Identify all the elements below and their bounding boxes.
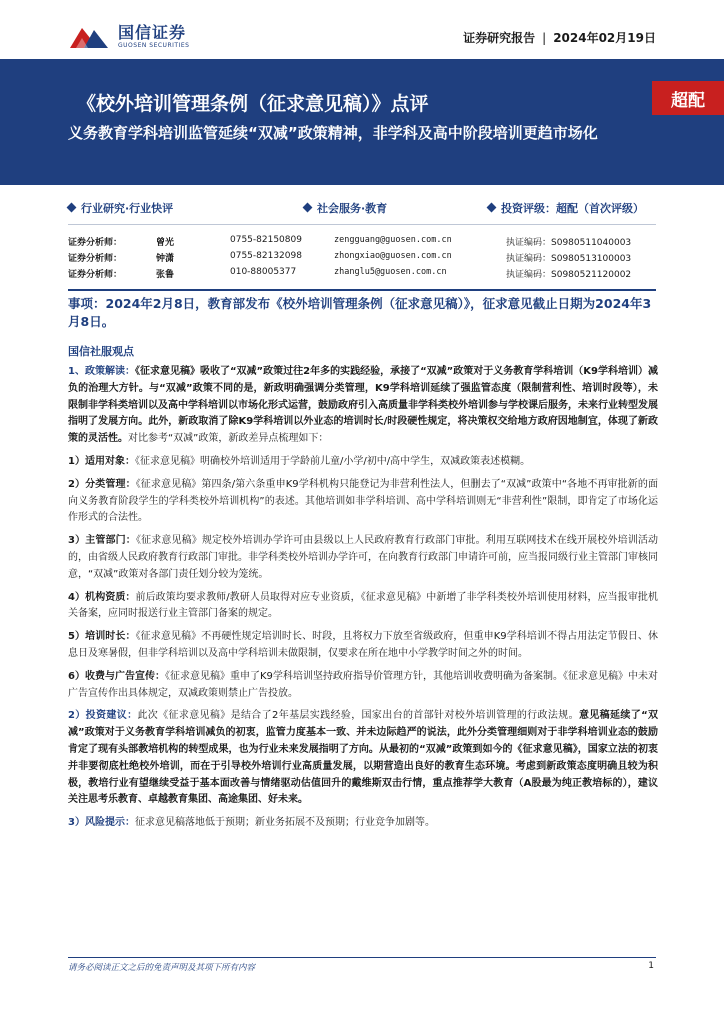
rating-badge: 超配 bbox=[652, 81, 724, 115]
analyst-cert: 执证编码：S0980521120002 bbox=[506, 270, 632, 280]
paragraph-policy-interpretation bbox=[68, 364, 658, 448]
analyst-row bbox=[68, 235, 658, 251]
analyst-phone: 0755-82150809 bbox=[230, 235, 302, 245]
paragraph-label: 1、政策解读： bbox=[68, 366, 135, 377]
tag-rating-label: 投资评级：超配（首次评级） bbox=[501, 202, 644, 215]
report-tags bbox=[68, 200, 668, 216]
tag-divider bbox=[68, 224, 656, 225]
analyst-email[interactable]: zengguang@guosen.com.cn bbox=[334, 235, 452, 245]
paragraph-text: 《征求意见稿》重申了K9学科培训坚持政府指导价管理方针，其他培训收费明确为备案制。《征求意见稿》中未对广告宣传作出具体规定，双减政策则禁止广告投放。 bbox=[68, 670, 658, 699]
paragraph-authority bbox=[68, 533, 658, 583]
analyst-name: 张鲁 bbox=[156, 270, 175, 280]
event-summary: 事项：2024年2月8日，教育部发布《校外培训管理条例（征求意见稿）》，征求意见截止日期为2024年3月8日。 bbox=[68, 296, 652, 329]
report-meta bbox=[463, 29, 656, 46]
paragraph-bold-text: 意见稿延续了“双减”政策对于义务教育学科培训减负的初衷，监管力度基本一致、并未边际趋严的说法，此外分类管理细则对于非学科培训业态的鼓励肯定了现有头部教培机构的转型成果，也为行业未来发展指明了方向。从最初的“双减”政策到如今的《征求意见稿》，国家立法的初衷并非要彻底杜绝校外培训，而在于引导校外培训行业高质量发展，以期营造出良好的教育生态环境。考虑到新政策态度明确且较为积极，教培行业有望继续受益于基本面改善与情绪驱动估值回升的戴维斯双击行情，重点推荐学大教育（A股最为纯正教培标的），建议关注思考乐教育、卓越教育集团、高途集团、好未来。 bbox=[68, 710, 658, 806]
section-divider bbox=[68, 289, 656, 291]
paragraph-investment-advice bbox=[68, 708, 658, 809]
paragraph-text: 对比参考“双减”政策，新政差异点梳理如下： bbox=[128, 433, 329, 445]
section-heading: 国信社服观点 bbox=[68, 345, 134, 358]
paragraph-label: 5）培训时长： bbox=[68, 631, 136, 643]
paragraph-text: 征求意见稿落地低于预期；新业务拓展不及预期；行业竞争加剧等。 bbox=[134, 817, 435, 829]
meta-separator: | bbox=[542, 31, 547, 45]
analyst-cert: 执证编码：S0980511040003 bbox=[506, 238, 632, 248]
guosen-logo-icon bbox=[66, 22, 112, 52]
diamond-icon bbox=[487, 203, 497, 213]
report-type: 证券研究报告 bbox=[463, 31, 536, 45]
paragraph-label: 2）分类管理： bbox=[68, 478, 136, 490]
analyst-name: 曾光 bbox=[156, 238, 175, 248]
analyst-phone: 0755-82132098 bbox=[230, 251, 302, 261]
tag-sector bbox=[304, 200, 387, 216]
report-title: 《校外培训管理条例（征求意见稿）》点评 bbox=[77, 93, 429, 115]
paragraph-label: 3）风险提示： bbox=[68, 817, 135, 829]
analyst-role: 证券分析师： bbox=[68, 270, 123, 280]
paragraph-bold-text: 《征求意见稿》吸收了“双减”政策过往2年多的实践经验，承接了“双减”政策对于义务教育学科培训（K9学科培训）减负的治理大方针。与“双减”政策不同的是，新政明确强调分类管理，K9学科培训延续了强监管态度（限制营利性、培训时段等），未限制非学科类培训以及高中学科培训以市场化形式运营，鼓励政府引入高质量非学科类校外培训参与学校课后服务，未来行业转型发展指明了发展方向。此外，新政取消了除K9学科培训以外业态的培训时长/时段硬性规定，将决策权交给地方政府因地制宜，体现了新政策的灵活性。 bbox=[68, 366, 658, 445]
report-date: 2024年02月19日 bbox=[553, 31, 656, 45]
analyst-role: 证券分析师： bbox=[68, 254, 123, 264]
analyst-email[interactable]: zhongxiao@guosen.com.cn bbox=[334, 251, 452, 261]
diamond-icon bbox=[67, 203, 77, 213]
paragraph-text: 《征求意见稿》第四条/第六条重申K9学科机构只能登记为非营利性法人，但删去了“双减”政策中“各地不再审批新的面向义务教育阶段学生的学科类校外培训机构”的表述。其他培训如非学科培训、高中学科培训则无“非营利性”限制，即肯定了市场化运作形式的合法性。 bbox=[68, 478, 658, 524]
analyst-role: 证券分析师： bbox=[68, 238, 123, 248]
paragraph-label: 4）机构资质： bbox=[68, 591, 136, 603]
page-number: 1 bbox=[648, 961, 654, 971]
paragraph-duration bbox=[68, 629, 658, 663]
paragraph-classification bbox=[68, 477, 658, 527]
paragraph-scope bbox=[68, 454, 658, 471]
disclaimer-note[interactable]: 请务必阅读正文之后的免责声明及其项下所有内容 bbox=[68, 963, 256, 973]
report-subtitle: 义务教育学科培训监管延续“双减”政策精神，非学科及高中阶段培训更趋市场化 bbox=[68, 124, 598, 142]
analyst-name: 钟潇 bbox=[156, 254, 175, 264]
paragraph-text: 《征求意见稿》明确校外培训适用于学龄前儿童/小学/初中/高中学生，双减政策表述模糊。 bbox=[134, 455, 531, 467]
tag-category bbox=[68, 200, 173, 216]
analyst-phone: 010-88005377 bbox=[230, 267, 297, 277]
paragraph-text: 此次《征求意见稿》是结合了2年基层实践经验，国家出台的首部针对校外培训管理的行政法规。 bbox=[137, 710, 579, 722]
paragraph-label: 3）主管部门： bbox=[68, 535, 136, 547]
paragraph-fees-ads bbox=[68, 669, 658, 703]
analyst-table bbox=[68, 235, 658, 283]
paragraph-text: 《征求意见稿》规定校外培训办学许可由县级以上人民政府教育行政部门审批。利用互联网技术在线开展校外培训活动的，由省级人民政府教育行政部门审批。非学科类校外培训办学许可，在向教育行政部门申请许可前，应当报同级行业主管部门审核同意，“双减”政策对各部门责任划分较为笼统。 bbox=[68, 535, 658, 580]
paragraph-text: 前后政策均要求教师/教研人员取得对应专业资质，《征求意见稿》中新增了非学科类校外培训使用材料，应当报审批机关备案，应同时报送行业主管部门备案的规定。 bbox=[68, 591, 658, 620]
tag-rating bbox=[488, 200, 644, 216]
analyst-cert: 执证编码：S0980513100003 bbox=[506, 254, 632, 264]
paragraph-label: 6）收费与广告宣传： bbox=[68, 670, 165, 682]
tag-sector-label: 社会服务·教育 bbox=[317, 202, 388, 215]
company-logo bbox=[66, 20, 226, 54]
tag-category-label: 行业研究·行业快评 bbox=[81, 202, 174, 215]
logo-name-en: GUOSEN SECURITIES bbox=[118, 42, 190, 49]
report-body bbox=[68, 364, 658, 838]
paragraph-risk bbox=[68, 815, 658, 832]
logo-name-cn: 国信证券 bbox=[118, 23, 187, 42]
analyst-row bbox=[68, 267, 658, 283]
diamond-icon bbox=[303, 203, 313, 213]
analyst-email[interactable]: zhanglu5@guosen.com.cn bbox=[334, 267, 447, 277]
analyst-row bbox=[68, 251, 658, 267]
footer-divider bbox=[68, 957, 656, 958]
paragraph-label: 1）适用对象： bbox=[68, 455, 135, 467]
paragraph-qualification bbox=[68, 590, 658, 624]
paragraph-label: 2）投资建议： bbox=[68, 710, 138, 722]
paragraph-text: 《征求意见稿》不再硬性规定培训时长、时段，且将权力下放至省级政府，但重申K9学科培训不得占用法定节假日、休息日及寒暑假，但非学科培训以及高中学科培训未做限制，仅要求在所在地中小学教学时间之外的时间。 bbox=[68, 631, 658, 659]
